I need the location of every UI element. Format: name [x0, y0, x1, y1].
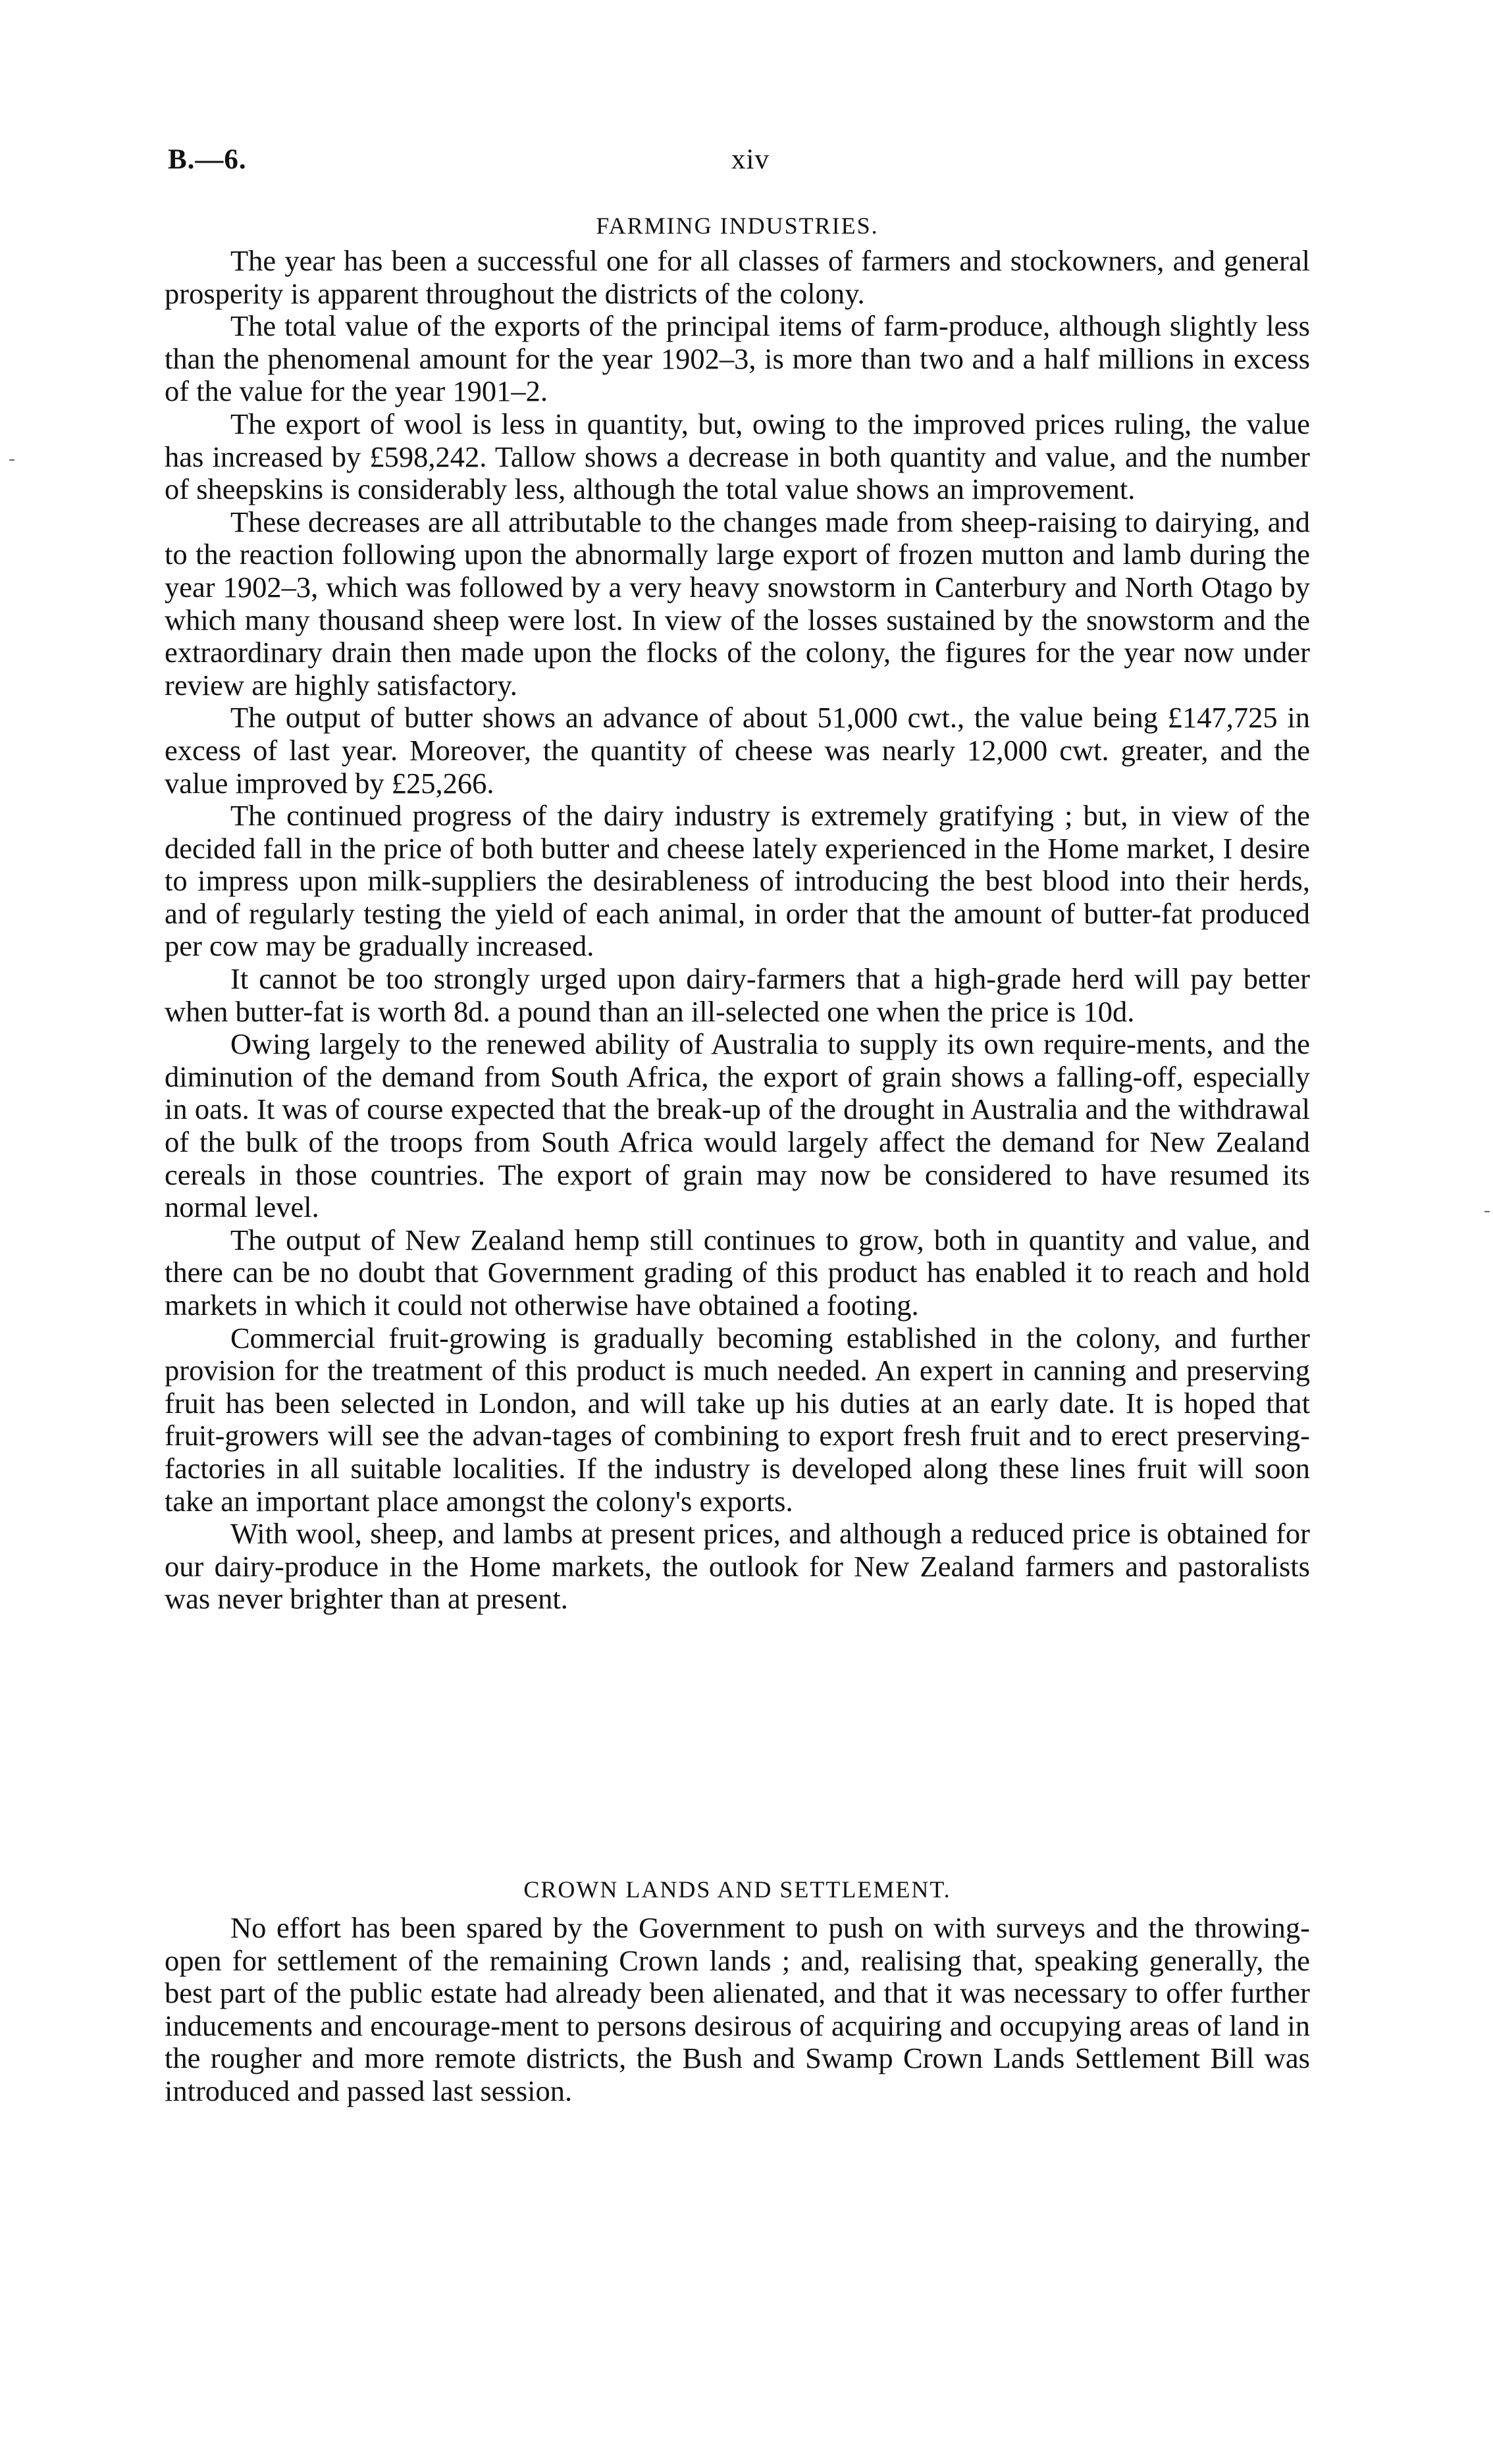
paragraph: The export of wool is less in quantity, but, owing to the improved prices ruling, the value has increased by £598,242. Tallow shows a decrease in both quantity and value, and the number of sheepskins is considerably less, although the total value shows an improvement.: [165, 407, 1310, 506]
paragraph: The continued progress of the dairy industry is extremely gratifying ; but, in view of the decided fall in the price of both butter and cheese lately experienced in the Home market, I desire to impress upon milk-suppliers the desirableness of introducing the best blood into their herds, and of regularly testing the yield of each animal, in order that the amount of butter-fat produced per cow may be gradually increased.: [165, 799, 1310, 963]
document-reference: B.—6.: [168, 144, 247, 175]
paragraph: With wool, sheep, and lambs at present prices, and although a reduced price is obtained for our dairy-produce in the Home markets, the outlook for New Zealand farmers and pastoralists was never brighter than at present.: [165, 1517, 1310, 1616]
page-number: xiv: [731, 144, 770, 175]
section-heading-crown-lands: CROWN LANDS AND SETTLEMENT.: [523, 1876, 951, 1903]
paragraph: Commercial fruit-growing is gradually becoming established in the colony, and further provision for the treatment of this product is much needed. An expert in canning and preserving fruit has been selected in London, and will take up his duties at an early date. It is hoped that fruit-growers will see the advan-tages of combining to export fresh fruit and to erect preserving-factories in all suitable localities. If the industry is developed along these lines fruit will soon take an important place amongst the colony's exports.: [165, 1321, 1310, 1518]
paragraph: The year has been a successful one for all classes of farmers and stockowners, and general prosperity is apparent throughout the districts of the colony.: [165, 244, 1310, 310]
paragraph: The output of butter shows an advance of about 51,000 cwt., the value being £147,725 in excess of last year. Moreover, the quantity of cheese was nearly 12,000 cwt. greater, and the value improved by £25,266.: [165, 701, 1310, 800]
section-heading-farming-industries: FARMING INDUSTRIES.: [596, 213, 879, 239]
paragraph: These decreases are all attributable to the changes made from sheep-raising to dairying, and to the reaction following upon the abnormally large export of frozen mutton and lamb during the year 1902–3, which was followed by a very heavy snowstorm in Canterbury and North Otago by which many thousand sheep were lost. In view of the losses sustained by the snowstorm and the extraordinary drain then made upon the flocks of the colony, the figures for the year now under review are highly satisfactory.: [165, 505, 1310, 702]
paragraph: The output of New Zealand hemp still continues to grow, both in quantity and value, and there can be no doubt that Government grading of this product has enabled it to reach and hold markets in which it could not otherwise have obtained a footing.: [165, 1223, 1310, 1322]
paragraph: Owing largely to the renewed ability of Australia to supply its own require-ments, and the diminution of the demand from South Africa, the export of grain shows a falling-off, especially in oats. It was of course expected that the break-up of the drought in Australia and the withdrawal of the bulk of the troops from South Africa would largely affect the demand for New Zealand cereals in those countries. The export of grain may now be considered to have resumed its normal level.: [165, 1027, 1310, 1224]
margin-mark: [1484, 1211, 1490, 1212]
section-body-farming-industries: [165, 245, 1310, 1616]
margin-mark: [9, 459, 14, 461]
paragraph: The total value of the exports of the principal items of farm-produce, although slightly less than the phenomenal amount for the year 1902–3, is more than two and a half millions in excess of the value for the year 1901–2.: [165, 309, 1310, 408]
paragraph: No effort has been spared by the Government to push on with surveys and the throwing-open for settlement of the remaining Crown lands ; and, realising that, speaking generally, the best part of the public estate had already been alienated, and that it was necessary to offer further inducements and encourage-ment to persons desirous of acquiring and occupying areas of land in the rougher and more remote districts, the Bush and Swamp Crown Lands Settlement Bill was introduced and passed last session.: [165, 1911, 1310, 2107]
section-body-crown-lands: [165, 1912, 1310, 2108]
paragraph: It cannot be too strongly urged upon dairy-farmers that a high-grade herd will pay better when butter-fat is worth 8d. a pound than an ill-selected one when the price is 10d.: [165, 962, 1310, 1028]
